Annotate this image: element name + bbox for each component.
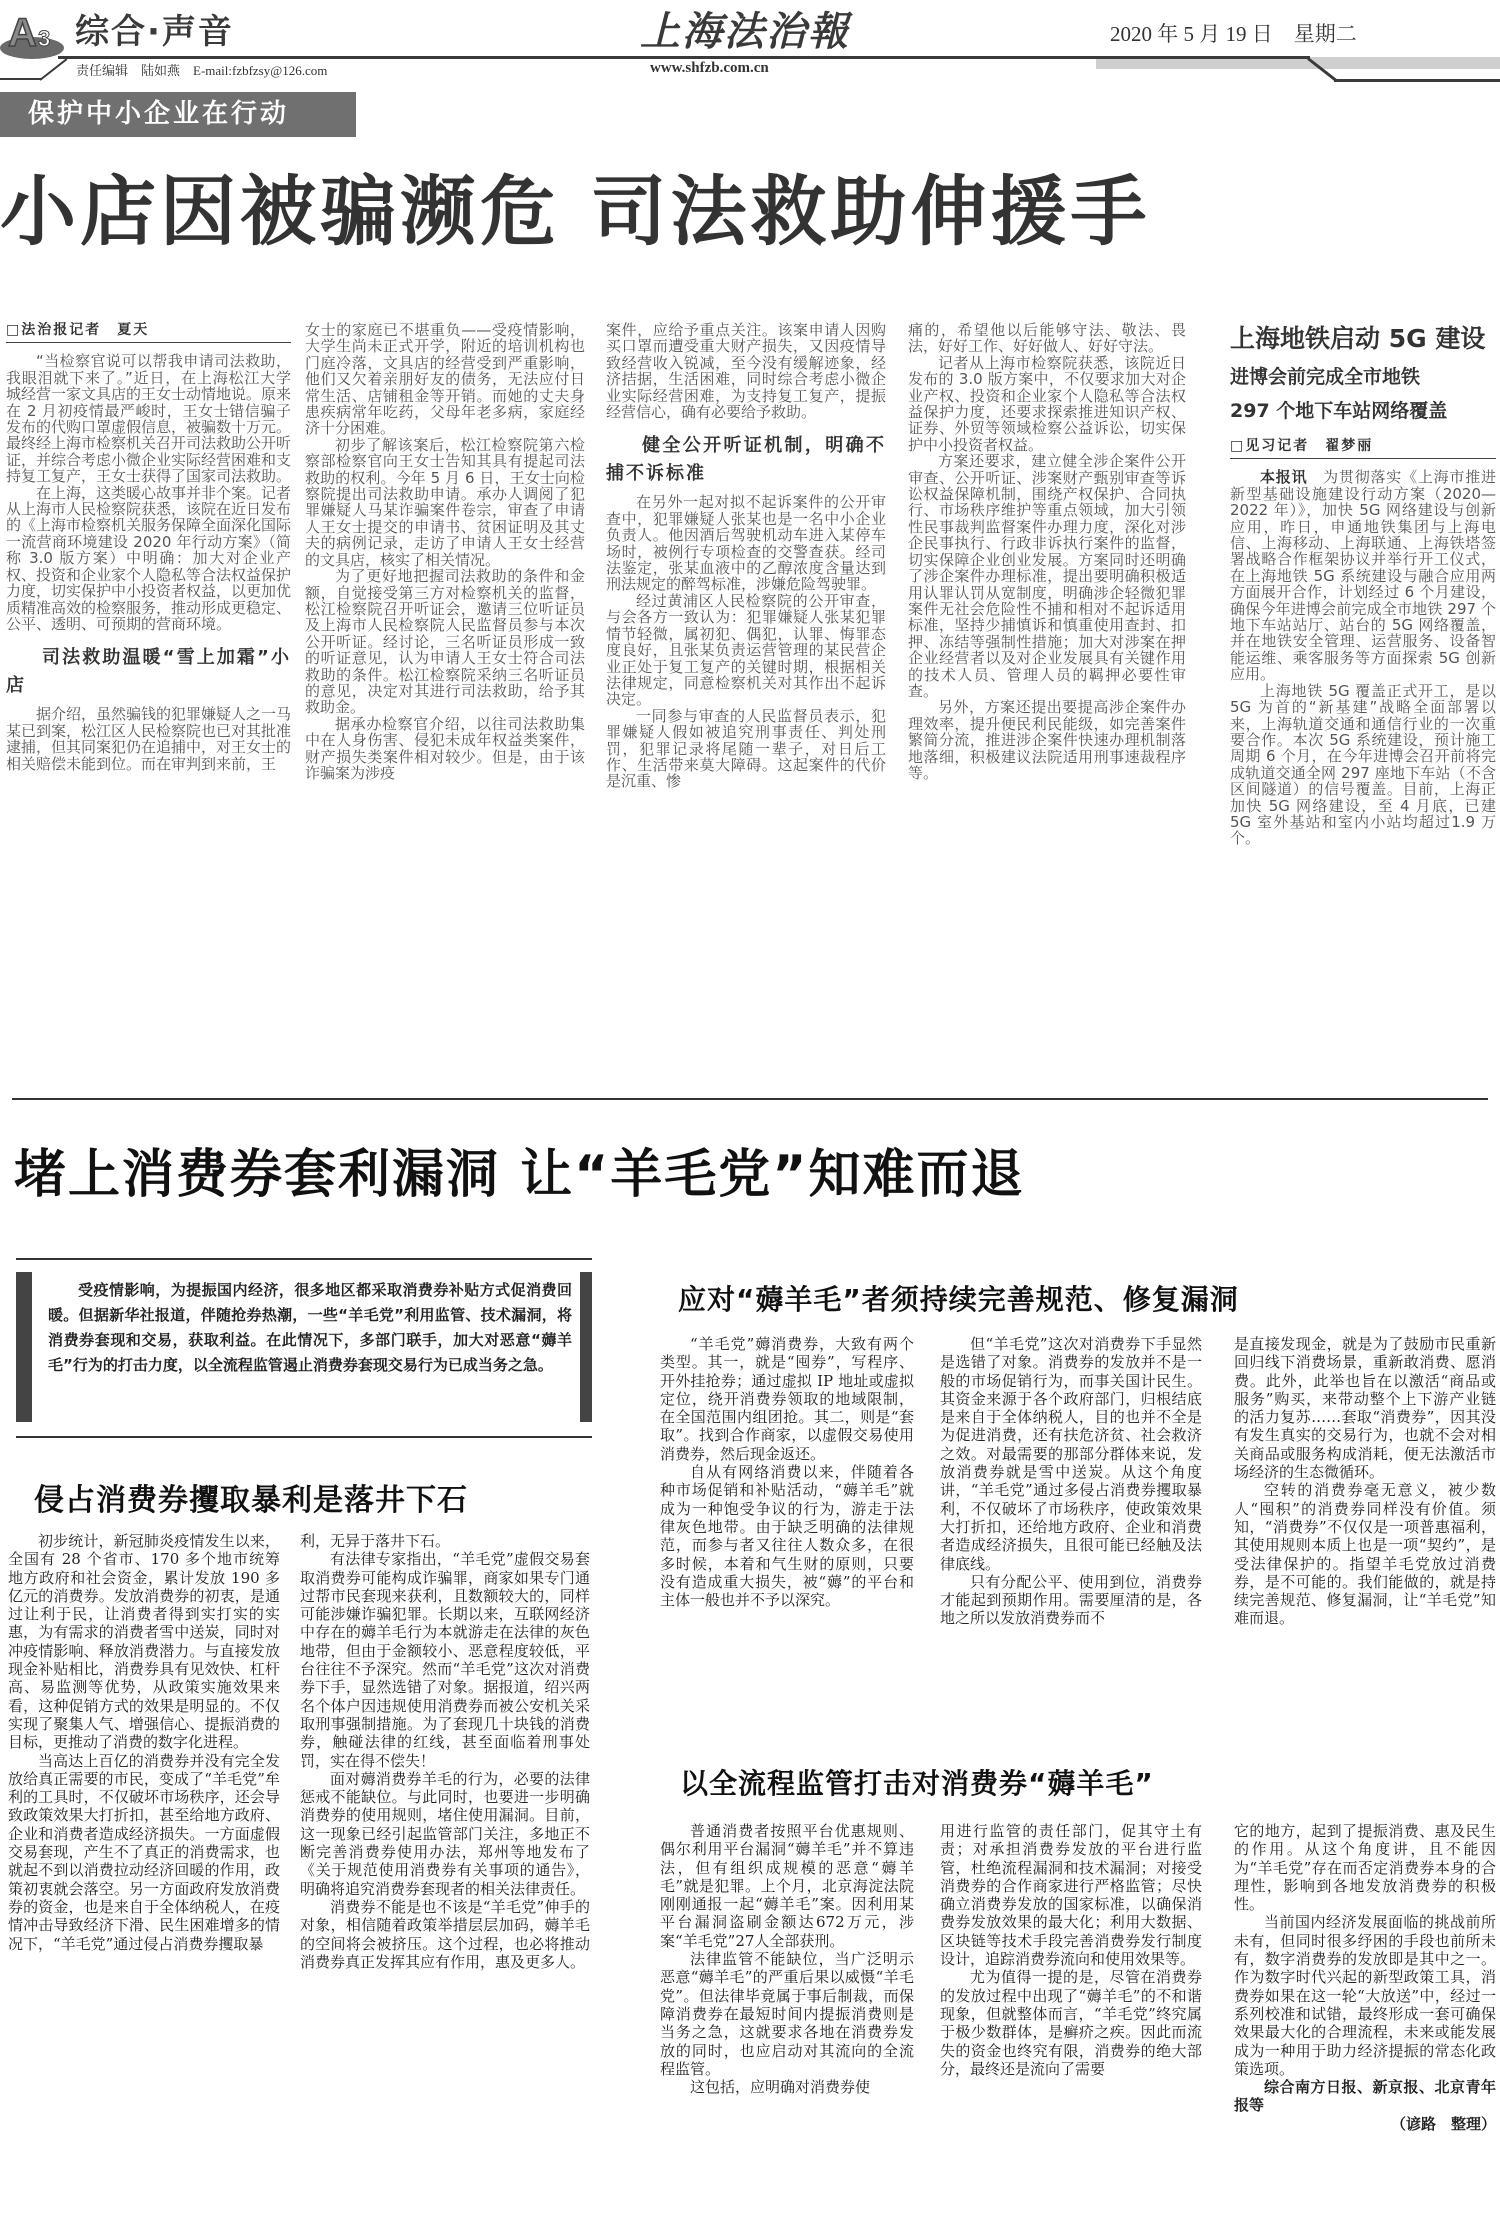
paragraph: 方案还要求，建立健全涉企案件公开审查、公开听证、涉案财产甄别审查等诉讼权益保障机制，围绕产权保护、合同执行、市场秩序维护等重点领域，加大引领性民事裁判监督案件办理力度，深化对涉企民事执行、行政非诉执行案件的监督，切实保障企业创业发展。方案同时还明确了涉企案件办理标准，提出要明确积极适用认罪认罚从宽制度，明确涉企轻微犯罪案件无社会危险性不捕和相对不起诉适用标准，坚持少捕慎诉和慎重使用查封、扣押、冻结等强制性措施；加大对涉案在押企业经营者以及对企业发展具有关键作用的技术人员、管理人员的羁押必要性审查。 [908, 452, 1186, 700]
lead-text: 受疫情影响，为提振国内经济，很多地区都采取消费券补贴方式促消费回暖。但据新华社报道，伴随抢券热潮，一些“羊毛党”利用监管、技术漏洞，将消费券套现和交易，获取利益。在此情况下，多部门联手，加大对恶意“薅羊毛”行为的打击力度，以全流程监管遏止消费券套现交易行为已成当务之急。 [48, 1281, 572, 1374]
paragraph: 据介绍，虽然骗钱的犯罪嫌疑人之一马某已到案，松江区人民检察院也已对其批准逮捕，但其同案犯仍在追捕中，对王女士的相关赔偿未能到位。而在审判到来前，王 [6, 705, 291, 773]
subheading: 司法救助温暖“雪上加霜”小店 [6, 647, 291, 697]
paragraph: 自从有网络消费以来，伴随着各种市场促销和补贴活动，“薅羊毛”就成为一种饱受争议的行为，游走于法律灰色地带。由于缺乏明确的法律规范，而参与者又往往人数众多，在很多时候，本着和气生财的原则，只要没有造成重大损失，被“薅”的平台和主体一般也并不予以深究。 [660, 1463, 914, 1610]
paragraph: 尤为值得一提的是，尽管在消费券的发放过程中出现了“薅羊毛”的不和谐现象，但就整体而言，“羊毛党”终究属于极少数群体，是癣疥之疾。因此而流失的资金也终究有限，消费券的绝大部分，最终还是流向了需要 [940, 1968, 1202, 2078]
header-rule [58, 56, 1310, 59]
header-rule-right [1334, 79, 1500, 82]
paragraph: 当高达上百亿的消费券并没有完全发放给真正需要的市民，变成了“羊毛党”牟利的工具时，不仅破坏市场秩序，还会导致政策效果大打折扣，甚至给地方政府、企业和消费者造成经济损失。一方面虚假交易套现，产生不了真正的消费需求，也就起不到以消费拉动经济回暖的作用，政策初衷就会落空。另一方面政府发放消费券的资金，也是来自于全体纳税人，在疫情冲击导致经济下滑、民生困难增多的情况下，“羊毛党”通过侵占消费券攫取暴 [8, 1751, 280, 1953]
masthead-logo: 上海法治報 [640, 8, 850, 55]
article-column-3 [606, 322, 886, 1092]
paragraph-text: 为贯彻落实《上海市推进新型基础设施建设行动方案（2020—2022 年）》，加快 5G 网络建设与创新应用，昨日，申通地铁集团与上海电信、上海移动、上海联通、上海铁塔签署战略合作框架协议并举行开工仪式，在上海地铁 5G 系统建设与融合应用两方面展开合作，计划经过 6 个月建设，确保今年进博会前完成全市地铁 297 个地下车站站厅、站台的 5G 网络覆盖，并在地铁安全管理、运营服务、设备智能运维、乘客服务等方面探索 5G 创新应用。 [1230, 468, 1496, 684]
paragraph: 女士的家庭已不堪重负——受疫情影响，大学生尚未正式开学，附近的培训机构也门庭冷落，文具店的经营受到严重影响，他们又欠着亲朋好友的债务，无法应付日常生活、店铺租金等开销。而她的丈夫身患疾病常年吃药，父母年老多病，家庭经济十分困难。 [305, 322, 585, 438]
source-note: 综合南方日报、新京报、北京青年报等 [1234, 2078, 1496, 2115]
bottom-column-3 [660, 1335, 914, 1735]
section-divider [12, 1098, 1488, 1100]
paragraph: 用进行监管的责任部门，促其守土有责；对承担消费券发放的平台进行监管，杜绝流程漏洞和技术漏洞；对接受消费券的合作商家进行严格监管；尽快确立消费券发放的国家标准，以确保消费券发放效果的最大化；利用大数据、区块链等技术手段完善消费券发行制度设计，追踪消费券流向和使用效果等。 [940, 1822, 1202, 1969]
subheadline-left: 侵占消费券攫取暴利是落井下石 [34, 1483, 468, 1518]
sidebar-title: 上海地铁启动 5G 建设 [1230, 324, 1486, 353]
column-tag: 保护中小企业在行动 [0, 92, 356, 137]
badge-rule [0, 78, 42, 80]
paragraph: 普通消费者按照平台优惠规则、偶尔利用平台漏洞“薅羊毛”并不算违法，但有组织成规模的恶意“薅羊毛”就是犯罪。上个月，北京海淀法院刚刚通报一起“薅羊毛”案。因利用某平台漏洞盗刷金额达672万元，涉案“羊毛党”27人全部获刑。 [660, 1822, 914, 1950]
paragraph: 为了更好地把握司法救助的条件和金额，自觉接受第三方对检察机关的监督，松江检察院召开听证会，邀请三位听证员及上海市人民检察院人民监督员参与本次公开听证。经讨论，三名听证员形成一致的听证意见，认为申请人王女士符合司法救助的条件。松江检察院采纳三名听证员的意见，决定对其进行司法救助，给予其救助金。 [305, 567, 585, 717]
bottom-column-4 [940, 1335, 1202, 1735]
byline: □法治报记者 夏天 [6, 322, 291, 343]
paragraph: 有法律专家指出，“羊毛党”虚假交易套取消费券可能构成诈骗罪，商家如果专门通过帮市民套现来获利，且数额较大的，同样可能涉嫌诈骗犯罪。长期以来，互联网经济中存在的薅羊毛行为本就游走在法律的灰色地带，但由于金额较小、恶意程度较低，平台往往不予深究。然而“羊毛党”这次对消费券下手，显然选错了对象。据报道，绍兴两名个体户因违规使用消费券而被公安机关采取刑事强制措施。为了套现几十块钱的消费券，触碰法律的红线，甚至面临着刑事处罚，实在得不偿失！ [300, 1550, 590, 1770]
paragraph: 另外，方案还提出要提高涉企案件办理效率，提升便民利民能级，如完善案件繁简分流，推进涉企案件快速办理机制落地落细，积极建议法院适用刑事速裁程序等。 [908, 698, 1186, 782]
section-title: 综合·声音 [75, 12, 234, 52]
paragraph: 它的地方，起到了提振消费、惠及民生的作用。从这个角度讲，且不能因为“羊毛党”存在而否定消费券本身的合理性，影响到各地发放消费券的积极性。 [1234, 1822, 1496, 1914]
article-column-4 [908, 322, 1186, 1092]
paragraph: 一同参与审查的人民监督员表示，犯罪嫌疑人假如被追究刑事责任、判处刑罚，犯罪记录将尾随一辈子，对日后工作、生活带来莫大障碍。这起案件的代价是沉重、惨 [606, 706, 886, 791]
bottom-column-1 [8, 1532, 280, 2222]
paragraph: 经过黄浦区人民检察院的公开审查，与会各方一致认为：犯罪嫌疑人张某犯罪情节轻微，属初犯、偶犯，认罪、悔罪态度良好，且张某负责运营管理的某民营企业正处于复工复产的关键时期，根据相关法律规定，同意检察机关对其作出不起诉决定。 [606, 591, 886, 709]
paragraph: 是直接发现金，就是为了鼓励市民重新回归线下消费场景，重新敢消费、愿消费。此外，此举也旨在以激活“商品或服务”购买，来带动整个上下游产业链的活力复苏……套取“消费券”，因其没有发生真实的交易行为，也就不会对相关商品或服务构成消耗，便无法激活市场经济的生态微循环。 [1234, 1335, 1496, 1482]
paragraph: 初步了解该案后，松江检察院第六检察部检察官向王女士告知其具有提起司法救助的权利。今年 5 月 6 日，王女士向检察院提出司法救助申请。承办人调阅了犯罪嫌疑人马某诈骗案件卷宗，审查了申请人王女士提交的申请书、贫困证明及其丈夫的病例记录，走访了申请人王女士经营的文具店，核实了相关情况。 [305, 435, 585, 569]
badge-rule-slant [39, 58, 67, 81]
article-column-1 [6, 322, 291, 1092]
subheading: 健全公开听证机制，明确不捕不诉标准 [606, 435, 886, 485]
lead-box-bar [16, 1272, 32, 1422]
paragraph: 案件，应给予重点关注。该案申请人因购买口罩而遭受重大财产损失，又因疫情导致经营收入锐减，至今没有缓解迹象，经济拮据，生活困难，同时综合考虑小微企业实际经营困难，为支持复工复产，提振经营信心，确有必要给予救助。 [606, 322, 886, 422]
bottom-column-6 [660, 1822, 914, 2222]
subheadline-right-2: 以全流程监管打击对消费券“薅羊毛” [680, 1767, 1154, 1800]
paragraph: 面对薅消费券羊毛的行为，必要的法律惩戒不能缺位。与此同时，也要进一步明确消费券的使用规则，堵住使用漏洞。目前，这一现象已经引起监管部门关注，多地正不断完善消费券使用办法，郑州等地发布了《关于规范使用消费券有关事项的通告》，明确将追究消费券套现者的相关法律责任。 [300, 1769, 590, 1898]
bottom-column-7 [940, 1822, 1202, 2222]
lead-word: 本报讯 [1260, 468, 1308, 487]
page-badge-icon [0, 6, 70, 60]
paragraph: 当前国内经济发展面临的挑战前所未有，但同时很多纾困的手段也前所未有，数字消费券的发放即是其中之一。作为数字时代兴起的新型政策工具，消费券如果在这一轮“大放送”中，经过一系列校准和试错，最终形成一套可确保效果最大化的合理流程，未来或能发展成为一种用于助力经济提振的常态化政策选项。 [1234, 1913, 1496, 2078]
lead-box-bar [580, 1272, 592, 1422]
paragraph: 在另外一起对拟不起诉案件的公开审查中，犯罪嫌疑人张某也是一名中小企业负责人。他因酒后驾驶机动车进入某停车场时，被例行专项检查的交警查获。经司法鉴定，张某血液中的乙醇浓度含量达到刑法规定的醉驾标准，涉嫌危险驾驶罪。 [606, 493, 886, 594]
paragraph: 空转的消费券毫无意义，被少数人“囤积”的消费券同样没有价值。须知，“消费券”不仅仅是一项普惠福利，其使用规则本质上也是一项“契约”，是受法律保护的。指望羊毛党放过消费券，是不可能的。我们能做的，就是持续完善规范、修复漏洞，让“羊毛党”知难而退。 [1234, 1481, 1496, 1628]
paragraph: 据承办检察官介绍，以往司法救助集中在人身伤害、侵犯未成年权益类案件，财产损失类案件相对较少。但是，由于该诈骗案为涉疫 [305, 714, 585, 782]
paragraph: 但“羊毛党”这次对消费券下手显然是选错了对象。消费券的发放并不是一般的市场促销行为，而事关国计民生。其资金来源于各个政府部门，归根结底是来自于全体纳税人，目的也并不全是为促进消费，还有扶危济贫、社会救济之效。对最需要的那部分群体来说，发放消费券就是雪中送炭。从这个角度讲，“羊毛党”通过多侵占消费券攫取暴利，不仅破坏了市场秩序，使政策效果大打折扣，还给地方政府、企业和消费者造成经济损失，且很可能已经触及法律底线。 [940, 1335, 1202, 1573]
sidebar-subtitle: 进博会前完成全市地铁 [1230, 366, 1421, 388]
paragraph: 上海地铁 5G 覆盖正式开工，是以 5G 为首的“新基建”战略全面部署以来，上海轨道交通和通信行业的一次重要合作。本次 5G 系统建设，预计施工周期 6 个月，在今年进博会召开前将完成轨道交通全网 297 座地下车站（不含区间隧道）的信号覆盖。目前，上海正加快 5G 网络建设，至 4 月底，已建 5G 室外基站和室内小站均超过1.9 万个。 [1230, 681, 1496, 848]
paragraph: “当检察官说可以帮我申请司法救助，我眼泪就下来了。”近日，在上海松江大学城经营一家文具店的王女士动情地说。原来在 2 月初疫情最严峻时，王女士错信骗子发布的代购口罩虚假信息，被骗数十万元。最终经上海市检察机关召开司法救助公开听证，并综合考虑小微企业实际经营困难和支持复工复产，王女士获得了国家司法救助。 [6, 352, 291, 486]
sidebar-byline: □见习记者 翟梦丽 [1230, 438, 1496, 459]
page-number-badge [0, 6, 70, 60]
paragraph [1230, 469, 1496, 682]
issue-date: 2020 年 5 月 19 日 星期二 [1110, 22, 1357, 46]
subheadline-right-1: 应对“薅羊毛”者须持续完善规范、修复漏洞 [678, 1283, 1239, 1316]
paragraph: 法律监管不能缺位，当广泛明示恶意“薅羊毛”的严重后果以威慑“羊毛党”。但法律毕竟属于事后制裁，而保障消费券在最短时间内提振消费则是当务之急，这就要求各地在消费券发放的同时，也应启动对其流向的全流程监管。 [660, 1950, 914, 2078]
paragraph: 初步统计，新冠肺炎疫情发生以来，全国有 28 个省市、170 多个地市统筹地方政府和社会资金，累计发放 190 多亿元的消费券。发放消费券的初衷，是通过让利于民，让消费者得到实打实的实惠，为有需求的消费者雪中送炭，同时对冲疫情影响、释放消费潜力。与直接发放现金补贴相比，消费券具有见效快、杠杆高、易监测等优势，从政策实施效果来看，这种促销方式的效果是明显的。不仅实现了聚集人气、增强信心、提振消费的目标，更推动了消费的数字化进程。 [8, 1532, 280, 1752]
paragraph: “羊毛党”薅消费券，大致有两个类型。其一，就是“囤券”，写程序、开外挂抢券；通过虚拟 IP 地址或虚拟定位，绕开消费券领取的地域限制，在全国范围内组团抢。其二，则是“套取”。找到合作商家，以虚假交易使用消费券，然后现金返还。 [660, 1335, 914, 1463]
paragraph: 记者从上海市检察院获悉，该院近日发布的 3.0 版方案中，不仅要求加大对企业产权、投资和企业家个人隐私等合法权益保护力度，还要求探索推进知识产权、证券、外贸等领域检察公益诉讼，切实保护中小投资者权益。 [908, 353, 1186, 454]
sidebar-article [1230, 322, 1496, 1092]
paragraph: 痛的，希望他以后能够守法、敬法、畏法，好好工作、好好做人、好好守法。 [908, 322, 1186, 356]
sidebar-subtitle: 297 个地下车站网络覆盖 [1230, 400, 1448, 422]
website-url[interactable]: www.shfzb.com.cn [650, 60, 769, 76]
paragraph: 这包括，应明确对消费券使 [690, 2078, 871, 2097]
bottom-column-5 [1234, 1335, 1496, 1735]
editor-note: （谚路 整理） [1390, 2114, 1496, 2133]
article-column-2 [305, 322, 585, 1092]
main-headline: 小店因被骗濒危 司法救助伸援手 [0, 167, 1151, 256]
editor-info: 责任编辑 陆如燕 E-mail:fzbfzsy@126.com [76, 63, 328, 78]
svg-text:A: A [8, 11, 37, 55]
paragraph: 只有分配公平、使用到位，消费券才能起到预期作用。需要厘清的是，各地之所以发放消费券而不 [940, 1572, 1202, 1628]
svg-text:3: 3 [38, 26, 51, 51]
bottom-column-2 [300, 1532, 590, 2222]
paragraph: 消费券不能是也不该是“羊毛党”伸手的对象，相信随着政策举措层层加码，薅羊毛的空间将会被挤压。这个过程，也必将推动消费券真正发挥其应有作用，惠及更多人。 [300, 1897, 590, 1971]
paragraph: 在上海，这类暖心故事并非个案。记者从上海市人民检察院获悉，该院在近日发布的《上海市检察机关服务保障全面深化国际一流营商环境建设 2020 年行动方案》（简称 3.0 版方案）中明确：加大对企业产权、投资和企业家个人隐私等合法权益保护力度，切实保护中小投资者权益，以更加优质精准高效的检察服务，推动形成更稳定、公平、透明、可预期的营商环境。 [6, 483, 291, 633]
bottom-headline: 堵上消费券套利漏洞 让“羊毛党”知难而退 [14, 1145, 1025, 1205]
paragraph: 利，无异于落井下石。 [300, 1532, 451, 1550]
bottom-column-8 [1234, 1822, 1496, 2222]
